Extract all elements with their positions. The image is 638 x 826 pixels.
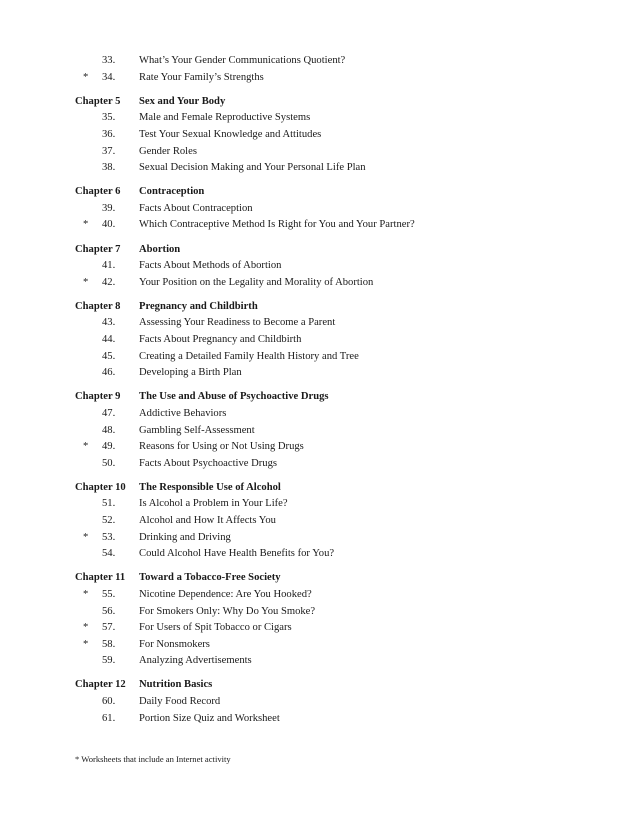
worksheet-number: 59.	[102, 655, 116, 667]
chapter-label: Chapter 12	[75, 679, 126, 691]
chapter-label: Chapter 6	[75, 186, 121, 198]
internet-activity-marker: *	[83, 219, 89, 231]
worksheet-number: 58.	[102, 638, 116, 650]
worksheet-number: 49.	[102, 441, 116, 453]
worksheet-number: 53.	[102, 531, 116, 543]
internet-activity-marker: *	[83, 276, 89, 288]
worksheet-number: 44.	[102, 334, 116, 345]
worksheet-title: Is Alcohol a Problem in Your Life?	[139, 498, 288, 510]
worksheet-title: Facts About Pregnancy and Childbirth	[139, 334, 302, 345]
worksheet-title: Gender Roles	[139, 145, 197, 157]
worksheet-title: Gambling Self-Assessment	[139, 424, 255, 436]
worksheet-title: Daily Food Record	[139, 696, 221, 707]
internet-activity-marker: *	[83, 638, 89, 650]
worksheet-number: 37.	[102, 145, 116, 157]
worksheet-number: 56.	[102, 605, 116, 617]
worksheet-number: 38.	[102, 162, 116, 174]
worksheet-number: 51.	[102, 498, 116, 510]
worksheet-number: 48.	[102, 424, 116, 436]
worksheet-number: 52.	[102, 515, 116, 526]
worksheet-title: Facts About Contraception	[139, 202, 253, 214]
worksheet-number: 41.	[102, 260, 116, 272]
chapter-label: Chapter 5	[75, 95, 121, 107]
worksheet-number: 60.	[102, 696, 116, 707]
worksheet-title: Drinking and Driving	[139, 531, 231, 543]
worksheet-title: For Users of Spit Tobacco or Cigars	[139, 622, 292, 634]
worksheet-title: Facts About Psychoactive Drugs	[139, 457, 277, 469]
worksheet-number: 39.	[102, 202, 116, 214]
worksheet-title: Analyzing Advertisements	[139, 655, 252, 667]
footnote: * Worksheets that include an Internet activity	[75, 754, 231, 764]
chapter-title: Contraception	[139, 186, 205, 198]
worksheet-title: Nicotine Dependence: Are You Hooked?	[139, 588, 312, 600]
chapter-label: Chapter 9	[75, 391, 121, 403]
worksheet-title: Which Contraceptive Method Is Right for You and Your Partner?	[139, 219, 415, 231]
chapter-title: Nutrition Basics	[139, 679, 213, 691]
worksheet-title: Assessing Your Readiness to Become a Parent	[139, 317, 336, 329]
chapter-title: Pregnancy and Childbirth	[139, 300, 258, 312]
internet-activity-marker: *	[83, 531, 89, 543]
internet-activity-marker: *	[83, 71, 89, 83]
worksheet-number: 43.	[102, 317, 116, 329]
worksheet-title: Alcohol and How It Affects You	[139, 515, 276, 526]
worksheet-title: Addictive Behaviors	[139, 407, 227, 419]
worksheet-title: Test Your Sexual Knowledge and Attitudes	[139, 128, 322, 140]
internet-activity-marker: *	[83, 622, 89, 634]
worksheet-number: 35.	[102, 112, 116, 124]
worksheet-title: Portion Size Quiz and Worksheet	[139, 712, 280, 724]
worksheet-title: For Nonsmokers	[139, 638, 210, 650]
worksheet-number: 36.	[102, 128, 116, 140]
worksheet-title: What’s Your Gender Communications Quotient?	[139, 55, 346, 66]
chapter-label: Chapter 10	[75, 481, 126, 493]
worksheet-number: 33.	[102, 55, 116, 66]
worksheet-number: 57.	[102, 622, 116, 634]
internet-activity-marker: *	[83, 588, 89, 600]
worksheet-title: Could Alcohol Have Health Benefits for You?	[139, 548, 335, 560]
internet-activity-marker: *	[83, 441, 89, 453]
worksheet-number: 55.	[102, 588, 116, 600]
worksheet-title: Male and Female Reproductive Systems	[139, 112, 311, 124]
worksheet-number: 40.	[102, 219, 116, 231]
chapter-label: Chapter 8	[75, 300, 121, 312]
worksheet-title: Facts About Methods of Abortion	[139, 260, 282, 272]
worksheet-title: Creating a Detailed Family Health History and Tree	[139, 350, 359, 362]
chapter-title: Toward a Tobacco-Free Society	[139, 572, 281, 584]
worksheet-number: 42.	[102, 276, 116, 288]
chapter-title: Sex and Your Body	[139, 95, 226, 107]
worksheet-number: 50.	[102, 457, 116, 469]
chapter-label: Chapter 11	[75, 572, 126, 584]
worksheet-title: Your Position on the Legality and Morality of Abortion	[139, 276, 374, 288]
worksheet-number: 45.	[102, 350, 116, 362]
worksheet-number: 46.	[102, 367, 116, 379]
chapter-title: The Use and Abuse of Psychoactive Drugs	[139, 391, 329, 403]
worksheet-number: 47.	[102, 407, 116, 419]
worksheet-title: For Smokers Only: Why Do You Smoke?	[139, 605, 316, 617]
chapter-title: Abortion	[139, 243, 181, 255]
chapter-label: Chapter 7	[75, 243, 121, 255]
worksheet-number: 61.	[102, 712, 116, 724]
worksheet-title: Rate Your Family’s Strengths	[139, 71, 264, 83]
worksheet-title: Sexual Decision Making and Your Personal Life Plan	[139, 162, 366, 174]
worksheet-number: 54.	[102, 548, 116, 560]
worksheet-number: 34.	[102, 71, 116, 83]
worksheet-title: Reasons for Using or Not Using Drugs	[139, 441, 304, 453]
chapter-title: The Responsible Use of Alcohol	[139, 481, 281, 493]
worksheet-title: Developing a Birth Plan	[139, 367, 242, 379]
